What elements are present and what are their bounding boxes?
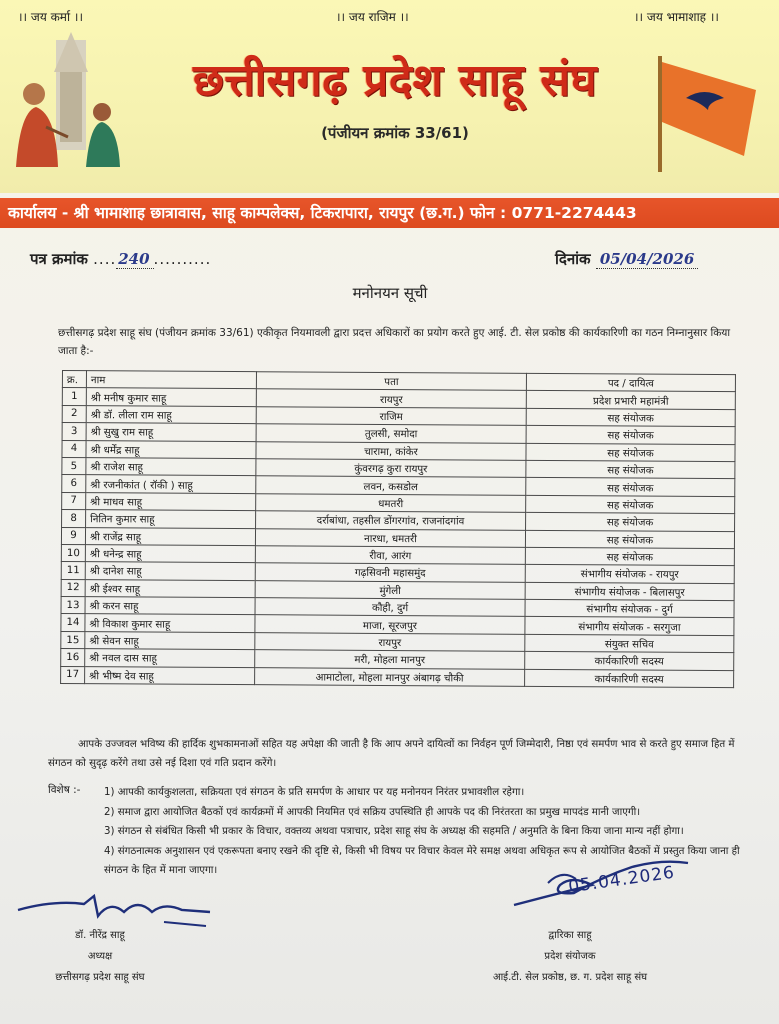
row-number: 14 <box>61 614 85 632</box>
note-item: 3) संगठन से संबंधित किसी भी प्रकार के विचार, वक्तव्य अथवा पत्राचार, प्रदेश साहू संघ के अध्यक्ष की सहमति / अनुमति के बिना किया जाना मान्य नहीं होगा। <box>104 826 684 837</box>
member-role: संभागीय संयोजक - सरगुजा <box>525 617 734 636</box>
member-address: राजिम <box>256 406 526 425</box>
row-number: 13 <box>61 597 85 615</box>
member-address: आमाटोला, मोहला मानपुर अंबागढ़ चौकी <box>255 667 525 686</box>
member-role: कार्यकारिणी सदस्य <box>525 652 734 671</box>
member-role: संभागीय संयोजक - दुर्ग <box>525 599 734 618</box>
president-org: छत्तीसगढ़ प्रदेश साहू संघ <box>55 972 145 983</box>
row-number: 4 <box>62 440 86 458</box>
convenor-title: प्रदेश संयोजक <box>544 951 596 962</box>
member-name: श्री धर्मेंद्र साहू <box>86 440 256 458</box>
member-role: सह संयोजक <box>526 443 735 462</box>
registration-number: (पंजीयन क्रमांक 33/61) <box>321 124 469 142</box>
member-name: श्री मनीष कुमार साहू <box>86 388 256 406</box>
president-title: अध्यक्ष <box>87 951 113 962</box>
member-role: सह संयोजक <box>526 512 735 531</box>
member-name: श्री भीष्म देव साहू <box>85 666 255 684</box>
row-number: 11 <box>61 562 85 580</box>
member-role: सह संयोजक <box>526 460 735 479</box>
member-role: सह संयोजक <box>526 478 735 497</box>
closing-paragraph: आपके उज्जवल भविष्य की हार्दिक शुभकामनाओं सहित यह अपेक्षा की जाती है कि आप अपने दायित्वों का निर्वहन पूर्ण जिम्मेदारी, निष्ठा एवं समर्पण भाव से करते हुए समाज हित में संगठन को सुदृढ़ करेंगे तथा उसे नई दिशा एवं गति प्रदान करेंगे। <box>48 739 735 769</box>
ref-label: पत्र क्रमांक <box>30 250 88 268</box>
note-item: 1) आपकी कार्यकुशलता, सक्रियता एवं संगठन के प्रति समर्पण के आधार पर यह मनोनयन निरंतर प्रभावशील रहेगा। <box>104 787 525 798</box>
member-role: संभागीय संयोजक - रायपुर <box>525 565 734 584</box>
nomination-table <box>60 370 736 688</box>
member-address: मरी, मोहला मानपुर <box>255 650 525 669</box>
slogan-left: ।। जय कर्मा ।। <box>18 10 83 24</box>
convenor-org: आई.टी. सेल प्रकोष्ठ, छ. ग. प्रदेश साहू संघ <box>492 972 648 983</box>
member-address: गढ़सिवनी महासमुंद <box>255 563 525 582</box>
member-role: सह संयोजक <box>525 547 734 566</box>
member-address: रायपुर <box>256 389 526 408</box>
member-role: कार्यकारिणी सदस्य <box>525 669 734 688</box>
member-name: श्री रजनीकांत ( रॉकी ) साहू <box>86 475 256 493</box>
member-address: तुलसी, समोदा <box>256 424 526 443</box>
member-address: नारधा, धमतरी <box>255 528 525 547</box>
signatory-convenor <box>470 925 670 988</box>
member-address: कुंवरगढ़ कुरा रायपुर <box>256 459 526 478</box>
org-title: छत्तीसगढ़ प्रदेश साहू संघ <box>193 55 597 106</box>
member-role: सह संयोजक <box>526 408 735 427</box>
member-role: सह संयोजक <box>525 530 734 549</box>
member-name: नितिन कुमार साहू <box>86 510 256 528</box>
member-address: रायपुर <box>255 633 525 652</box>
ref-value: 240 <box>116 250 153 269</box>
convenor-name: द्वारिका साहू <box>548 930 592 941</box>
header-name: नाम <box>86 371 256 389</box>
member-role: संभागीय संयोजक - बिलासपुर <box>525 582 734 601</box>
row-number: 9 <box>61 527 85 545</box>
member-role: प्रदेश प्रभारी महामंत्री <box>526 391 735 410</box>
member-name: श्री सेवन साहू <box>85 632 255 650</box>
row-number: 7 <box>62 492 86 510</box>
member-name: श्री सुखु राम साहू <box>86 423 256 441</box>
member-name: श्री डॉ. लीला राम साहू <box>86 405 256 423</box>
letter-reference: पत्र क्रमांक .... 240 .......... <box>30 250 212 268</box>
header-address: पता <box>256 372 526 391</box>
member-role: संयुक्त सचिव <box>525 634 734 653</box>
member-name: श्री नवल दास साहू <box>85 649 255 667</box>
member-name: श्री राजेश साहू <box>86 458 256 476</box>
row-number: 1 <box>62 388 86 406</box>
member-name: श्री धनेन्द्र साहू <box>85 545 255 563</box>
office-address-bar: कार्यालय - श्री भामाशाह छात्रावास, साहू काम्पलेक्स, टिकरापारा, रायपुर (छ.ग.) फोन : 0771-2274443 <box>0 198 779 228</box>
row-number: 2 <box>62 405 86 423</box>
president-name: डॉ. नीरेंद्र साहू <box>75 930 125 941</box>
member-address: कौही, दुर्ग <box>255 598 525 617</box>
row-number: 8 <box>62 510 86 528</box>
member-name: श्री राजेंद्र साहू <box>85 527 255 545</box>
member-role: सह संयोजक <box>526 495 735 514</box>
member-address: लवन, कसडोल <box>256 476 526 495</box>
member-address: धमतरी <box>256 493 526 512</box>
member-role: सह संयोजक <box>526 426 735 445</box>
member-name: श्री ईश्वर साहू <box>85 579 255 597</box>
member-name: श्री करन साहू <box>85 597 255 615</box>
member-name: श्री विकाश कुमार साहू <box>85 614 255 632</box>
row-number: 12 <box>61 579 85 597</box>
row-number: 10 <box>61 544 85 562</box>
row-number: 17 <box>61 666 85 684</box>
member-address: रीवा, आरंग <box>255 546 525 565</box>
member-address: दर्राबांधा, तहसील डोंगरगांव, राजनांदगांव <box>256 511 526 530</box>
notes-label: विशेष :- <box>48 784 81 796</box>
member-name: श्री माधव साहू <box>86 492 256 510</box>
note-item: 4) संगठनात्मक अनुशासन एवं एकरूपता बनाए रखने की दृष्टि से, किसी भी विषय पर विचार केवल मेरे समक्ष अथवा अधिकृत रूप से आयोजित बैठकों में प्रस्तुत किया जाना ही संगठन के हित में माना जाएगा। <box>104 845 740 876</box>
row-number: 15 <box>61 631 85 649</box>
flag-icon <box>652 52 762 174</box>
signature-date: 05.04.2026 <box>567 862 677 898</box>
table-row <box>61 666 734 688</box>
slogan-right: ।। जय भामाशाह ।। <box>634 10 719 24</box>
document-title: मनोनयन सूची <box>352 284 428 302</box>
intro-paragraph: छत्तीसगढ़ प्रदेश साहू संघ (पंजीयन क्रमांक 33/61) एकीकृत नियमावली द्वारा प्रदत्त अधिकारों का प्रयोग करते हुए आई. टी. सेल प्रकोष्ठ की कार्यकारिणी का गठन निम्नानुसार किया जाता है:- <box>58 327 731 357</box>
date-label: दिनांक <box>555 250 591 268</box>
date-value: 05/04/2026 <box>596 250 698 269</box>
slogan-mid: ।। जय राजिम ।। <box>336 10 409 24</box>
row-number: 6 <box>62 475 86 493</box>
member-name: श्री दानेश साहू <box>85 562 255 580</box>
member-address: माजा, सूरजपुर <box>255 615 525 634</box>
row-number: 3 <box>62 423 86 441</box>
row-number: 5 <box>62 457 86 475</box>
header-role: पद / दायित्व <box>526 373 735 392</box>
letter-date <box>555 249 698 269</box>
member-address: चारामा, कांकेर <box>256 441 526 460</box>
signatory-president <box>30 925 170 988</box>
note-item: 2) समाज द्वारा आयोजित बैठकों एवं कार्यक्रमों में आपकी नियमित एवं सक्रिय उपस्थिति ही आपके पद की निरंतरता का प्रमुख मापदंड मानी जाएगी। <box>104 806 641 818</box>
member-address: मुंगेली <box>255 580 525 599</box>
header-no: क्र. <box>62 371 86 389</box>
deity-illustration-icon <box>6 32 126 172</box>
president-signature <box>14 890 214 930</box>
row-number: 16 <box>61 649 85 667</box>
